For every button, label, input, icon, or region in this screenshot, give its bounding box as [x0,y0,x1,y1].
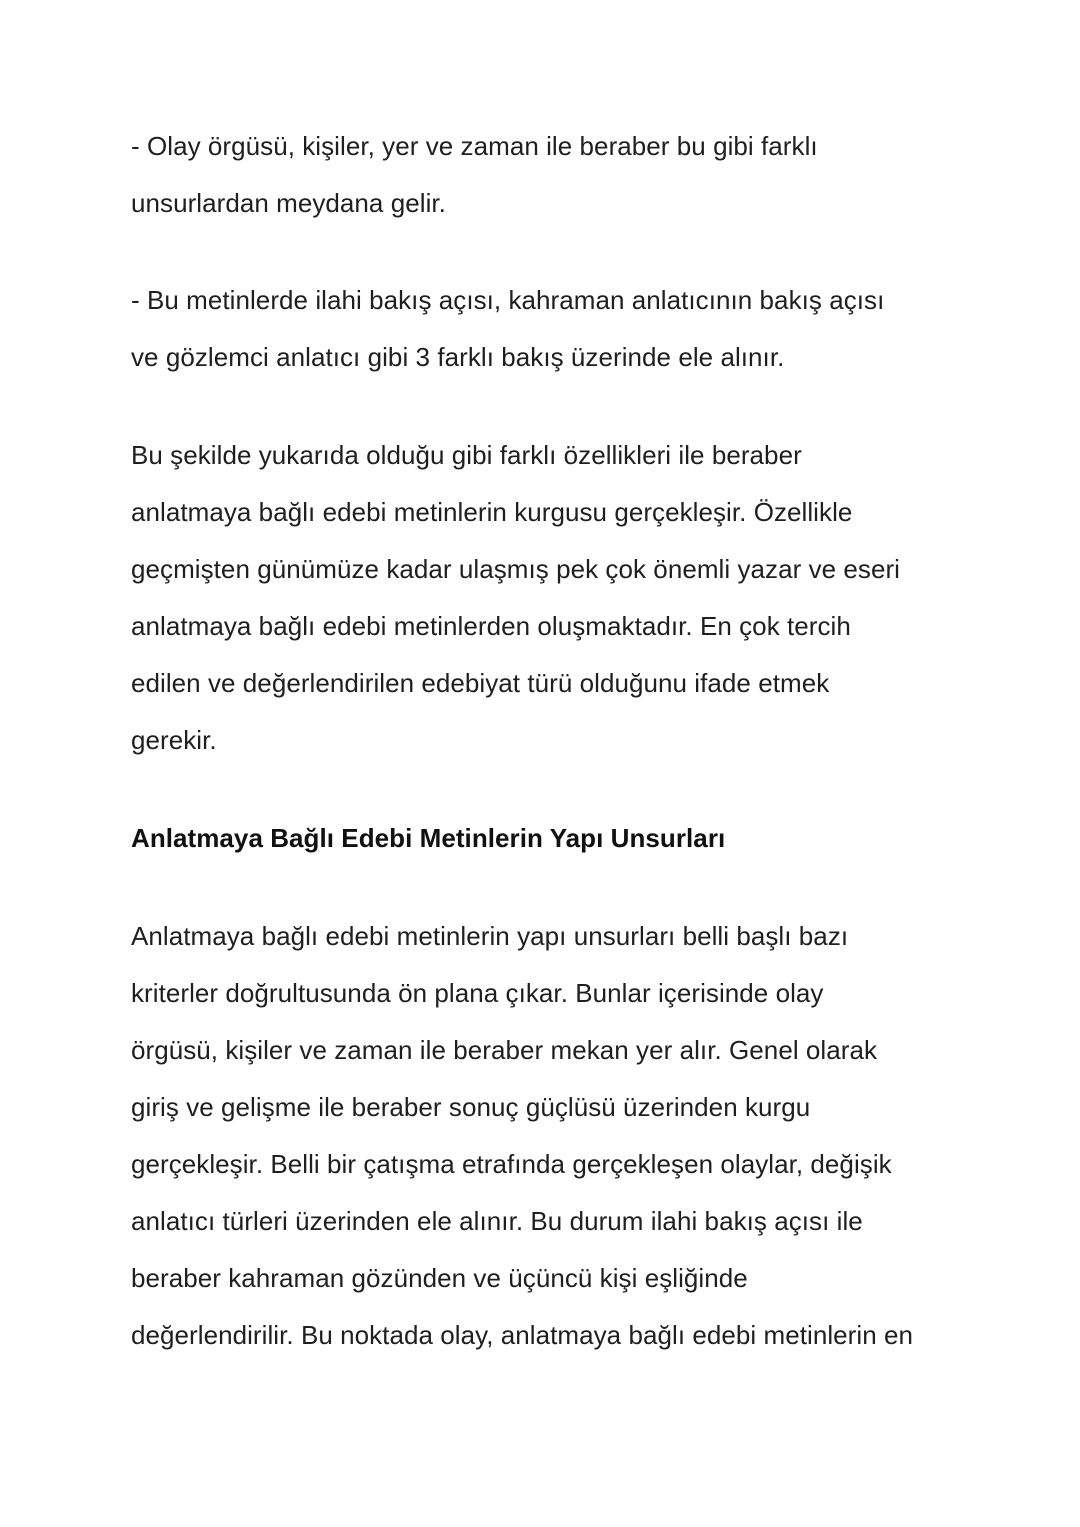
paragraph-line-3: geçmişten günümüze kadar ulaşmış pek çok önemli yazar ve eseri [131,554,901,584]
bullet-line-2: unsurlardan meydana gelir. [131,188,446,218]
section-line-2: kriterler doğrultusunda ön plana çıkar. Bunlar içerisinde olay [131,978,824,1008]
section-line-4: giriş ve gelişme ile beraber sonuç güçlüsü üzerinden kurgu [131,1092,811,1122]
bullet-line-3: - Bu metinlerde ilahi bakış açısı, kahraman anlatıcının bakış açısı [131,285,885,315]
section-line-6: anlatıcı türleri üzerinden ele alınır. Bu durum ilahi bakış açısı ile [131,1206,863,1236]
bullet-line-4: ve gözlemci anlatıcı gibi 3 farklı bakış üzerinde ele alınır. [131,342,785,372]
section-line-8: değerlendirilir. Bu noktada olay, anlatmaya bağlı edebi metinlerin en [131,1320,914,1350]
section-line-7: beraber kahraman gözünden ve üçüncü kişi eşliğinde [131,1263,748,1293]
section-line-5: gerçekleşir. Belli bir çatışma etrafında gerçekleşen olaylar, değişik [131,1149,892,1179]
bullet-line-1: - Olay örgüsü, kişiler, yer ve zaman ile beraber bu gibi farklı [131,131,818,161]
section-heading: Anlatmaya Bağlı Edebi Metinlerin Yapı Unsurları [131,823,726,853]
paragraph-line-4: anlatmaya bağlı edebi metinlerden oluşmaktadır. En çok tercih [131,611,851,641]
paragraph-line-1: Bu şekilde yukarıda olduğu gibi farklı özellikleri ile beraber [131,440,802,470]
section-line-3: örgüsü, kişiler ve zaman ile beraber mekan yer alır. Genel olarak [131,1035,878,1065]
paragraph-line-5: edilen ve değerlendirilen edebiyat türü olduğunu ifade etmek [131,668,830,698]
paragraph-line-6: gerekir. [131,725,217,755]
section-line-1: Anlatmaya bağlı edebi metinlerin yapı unsurları belli başlı bazı [131,921,849,951]
paragraph-line-2: anlatmaya bağlı edebi metinlerin kurgusu gerçekleşir. Özellikle [131,497,853,527]
